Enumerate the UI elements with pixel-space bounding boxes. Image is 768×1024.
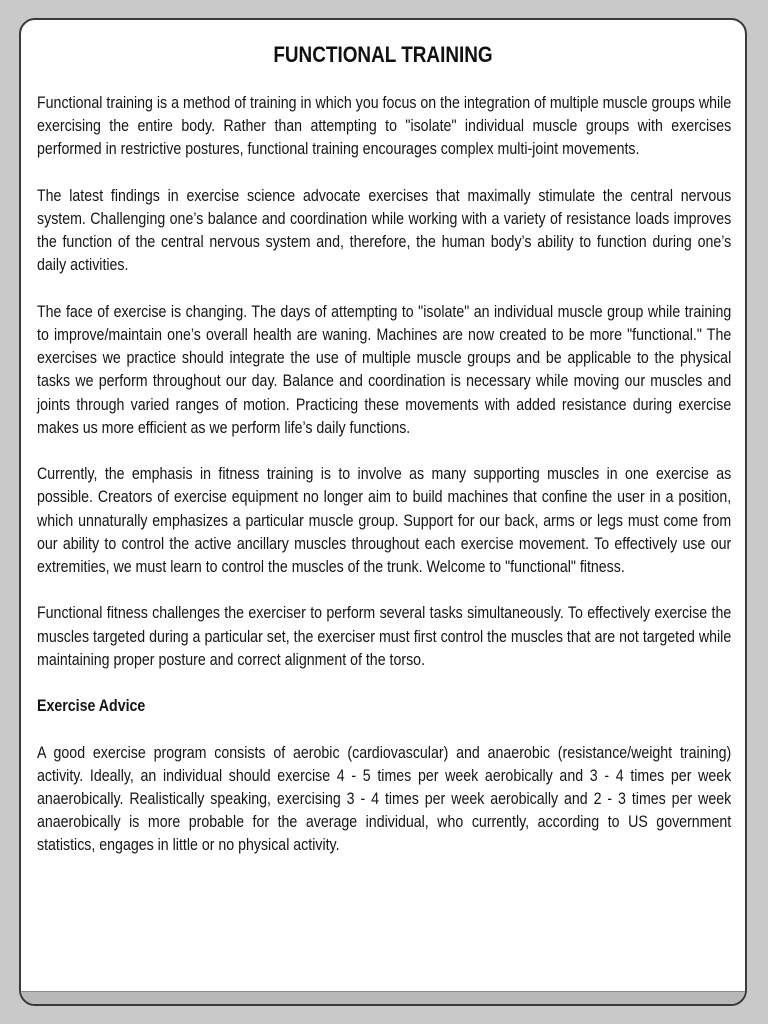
section-heading-exercise-advice: Exercise Advice [37, 696, 146, 716]
page-bottom-edge [21, 991, 745, 1004]
page-title: FUNCTIONAL TRAINING [273, 42, 493, 67]
paragraph-science: The latest findings in exercise science advocate exercises that maximally stimulate the central nervous system. Challenging one’s balance and coordination while working with a variety of resistance loads improves the function of the central nervous system and, therefore, the human body’s ability to function during one’s daily activities. [37, 185, 732, 275]
article-text-block [37, 91, 731, 857]
paragraph-advice: A good exercise program consists of aerobic (cardiovascular) and anaerobic (resistance/weight training) activity. Ideally, an individual should exercise 4 - 5 times per week aerobically and 3 - 4 times per week anaerobically. Realistically speaking, exercising 3 - 4 times per week aerobically and 2 - 3 times per week anaerobically is more probable for the average individual, who currently, according to US government statistics, engages in little or no physical activity. [37, 742, 732, 855]
paragraph-challenges: Functional fitness challenges the exerciser to perform several tasks simultaneously. To effectively exercise the muscles targeted during a particular set, the exerciser must first control the muscles that are not targeted while maintaining proper posture and correct alignment of the torso. [37, 603, 732, 669]
article-body [37, 91, 731, 880]
paragraph-emphasis: Currently, the emphasis in fitness training is to involve as many supporting muscles in one exercise as possible. Creators of exercise equipment no longer aim to build machines that confine the user in a position, which unnaturally emphasizes a particular muscle group. Support for our back, arms or legs must come from our ability to control the active ancillary muscles throughout each exercise movement. To effectively use our extremities, we must learn to control the muscles of the trunk. Welcome to "functional" fitness. [37, 464, 732, 577]
paragraph-intro: Functional training is a method of training in which you focus on the integration of multiple muscle groups while exercising the entire body. Rather than attempting to "isolate" individual muscle groups with exercises performed in restrictive postures, functional training encourages complex multi-joint movements. [37, 93, 732, 159]
paragraph-changing: The face of exercise is changing. The days of attempting to "isolate" an individual muscle group while training to improve/maintain one’s overall health are waning. Machines are now created to be more "functional." The exercises we practice should integrate the use of multiple muscle groups and be applicable to the physical tasks we perform throughout our day. Balance and coordination is necessary while moving our muscles and joints through varied ranges of motion. Practicing these movements with added resistance during exercise makes us more efficient as we perform life’s daily functions. [37, 301, 732, 437]
document-page [19, 18, 747, 1006]
